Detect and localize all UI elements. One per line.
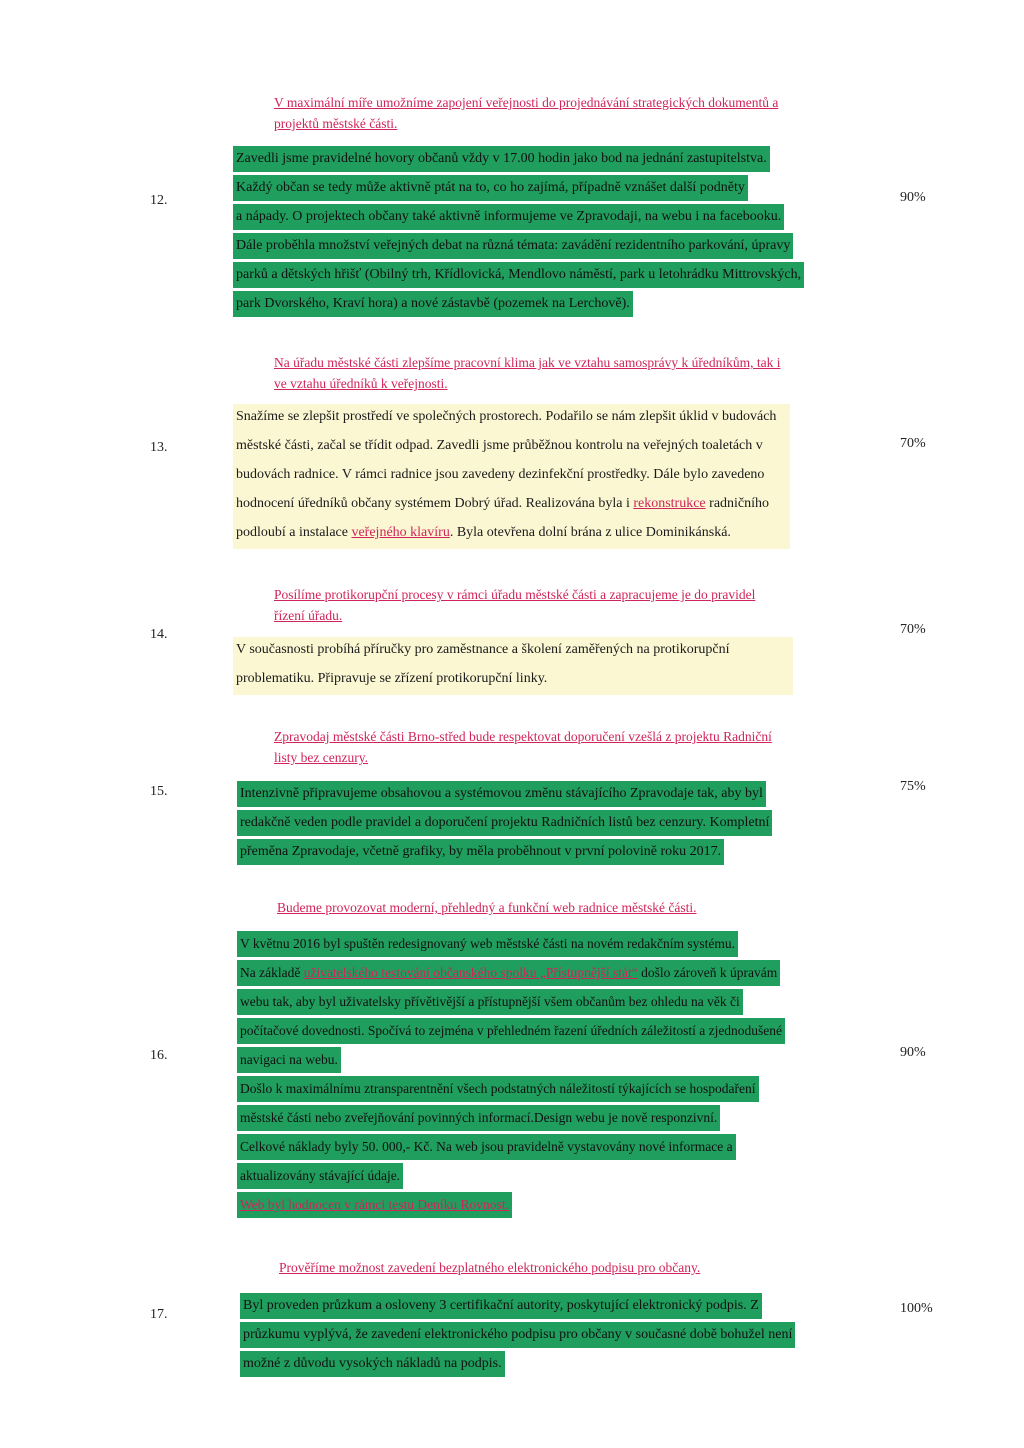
klavir-link[interactable]: veřejného klavíru [351, 525, 450, 540]
report-line: Došlo k maximálnímu ztransparentnění všech podstatných náležitostí týkajících se hospodaření [237, 1076, 759, 1102]
report-line: Celkové náklady byly 50. 000,- Kč. Na web jsou pravidelně vystavovány nové informace a [237, 1134, 736, 1160]
goal-16: Budeme provozovat moderní, přehledný a funkční web radnice městské části. [277, 900, 697, 915]
report-line: Na základě uživatelského testování občanského spolku „Přístupnější stát“ došlo zároveň k úpravám [237, 960, 780, 986]
report-line: podloubí a instalace veřejného klavíru. Byla otevřena dolní brána z ulice Dominikánská. [236, 525, 731, 540]
report-13 [233, 404, 790, 549]
report-line: přeměna Zpravodaje, včetně grafiky, by měla proběhnout v první polovině roku 2017. [237, 839, 724, 865]
item-percent: 90% [900, 190, 926, 205]
pristupnejsi-stat-link[interactable]: uživatelského testování občanského spolku „Přístupnější stát“ [303, 965, 638, 980]
report-line: Snažíme se zlepšit prostředí ve společných prostorech. Podařilo se nám zlepšit úklid v budovách [236, 409, 777, 424]
report-line: městské části nebo zveřejňování povinných informací.Design webu je nově responzivní. [237, 1105, 720, 1131]
item-number: 13. [150, 440, 168, 455]
report-line [237, 1192, 512, 1218]
report-line: park Dvorského, Kraví hora) a nové zástavbě (pozemek na Lerchově). [233, 291, 633, 317]
report-16 [237, 931, 785, 1221]
report-line: V květnu 2016 byl spuštěn redesignovaný web městské části na novém redakčním systému. [237, 931, 738, 957]
goal-13: Na úřadu městské části zlepšíme pracovní klima jak ve vztahu samosprávy k úředníkům, tak i ve vztahu úředníků k veřejnosti. [274, 355, 781, 391]
report-line: Každý občan se tedy může aktivně ptát na to, co ho zajímá, případně vznášet další podněty [233, 175, 748, 201]
report-line: parků a dětských hřišť (Obilný trh, Křídlovická, Mendlovo náměstí, park u letohrádku Mittrovských, [233, 262, 804, 288]
report-line: problematiku. Připravuje se zřízení protikorupční linky. [236, 671, 548, 686]
item-percent: 75% [900, 779, 926, 794]
goal-14: Posílíme protikorupční procesy v rámci úřadu městské části a zapracujeme je do pravidel řízení úřadu. [274, 587, 756, 623]
report-line: webu tak, aby byl uživatelsky přívětivější a přístupnější všem občanům bez ohledu na věk či [237, 989, 743, 1015]
report-line: V současnosti probíhá příručky pro zaměstnance a školení zaměřených na protikorupční [236, 642, 730, 657]
item-percent: 70% [900, 622, 926, 637]
item-number: 16. [150, 1048, 168, 1063]
report-line: hodnocení úředníků občany systémem Dobrý úřad. Realizována byla i rekonstrukce radničního [236, 496, 770, 511]
item-number: 12. [150, 193, 168, 208]
rekonstrukce-link[interactable]: rekonstrukce [633, 496, 706, 511]
report-line: Dále proběhla množství veřejných debat na různá témata: zavádění rezidentního parkování, úpravy [233, 233, 793, 259]
report-line: Byl proveden průzkum a osloveny 3 certifikační autority, poskytující elektronický podpis. Z [240, 1293, 762, 1319]
report-12 [233, 146, 804, 320]
report-line: aktualizovány stávající údaje. [237, 1163, 403, 1189]
report-line: Zavedli jsme pravidelné hovory občanů vždy v 17.00 hodin jako bod na jednání zastupitelstva. [233, 146, 770, 172]
report-17 [240, 1293, 795, 1380]
item-percent: 90% [900, 1045, 926, 1060]
item-number: 17. [150, 1307, 168, 1322]
report-line: městské části, začal se třídit odpad. Zavedli jsme průběžnou kontrolu na veřejných toaletách v [236, 438, 763, 453]
report-line: průzkumu vyplývá, že zavedení elektronického podpisu pro občany v současné době bohužel není [240, 1322, 795, 1348]
report-14 [233, 637, 793, 695]
item-percent: 70% [900, 436, 926, 451]
goal-17: Prověříme možnost zavedení bezplatného elektronického podpisu pro občany. [279, 1260, 701, 1275]
rovnost-test-link[interactable]: Web byl hodnocen v rámci testu Deníku Rovnost. [240, 1197, 509, 1212]
report-line: redakčně veden podle pravidel a doporučení projektu Radničních listů bez cenzury. Kompletní [237, 810, 772, 836]
report-line: možné z důvodu vysokých nákladů na podpis. [240, 1351, 505, 1377]
report-line: počítačové dovednosti. Spočívá to zejména v přehledném řazení úředních záležitostí a zjednodušené [237, 1018, 785, 1044]
report-line: a nápady. O projektech občany také aktivně informujeme ve Zpravodaji, na webu i na facebooku. [233, 204, 784, 230]
goal-12: V maximální míře umožníme zapojení veřejnosti do projednávání strategických dokumentů a projektů městské části. [274, 95, 779, 131]
item-number: 14. [150, 627, 168, 642]
goal-15: Zpravodaj městské části Brno-střed bude respektovat doporučení vzešlá z projektu Radniční listy bez cenzury. [274, 729, 772, 765]
report-15 [237, 781, 772, 868]
report-line: navigaci na webu. [237, 1047, 341, 1073]
report-line: Intenzivně připravujeme obsahovou a systémovou změnu stávajícího Zpravodaje tak, aby byl [237, 781, 766, 807]
item-percent: 100% [900, 1301, 933, 1316]
report-line: budovách radnice. V rámci radnice jsou zavedeny dezinfekční prostředky. Dále bylo zavedeno [236, 467, 765, 482]
item-number: 15. [150, 784, 168, 799]
